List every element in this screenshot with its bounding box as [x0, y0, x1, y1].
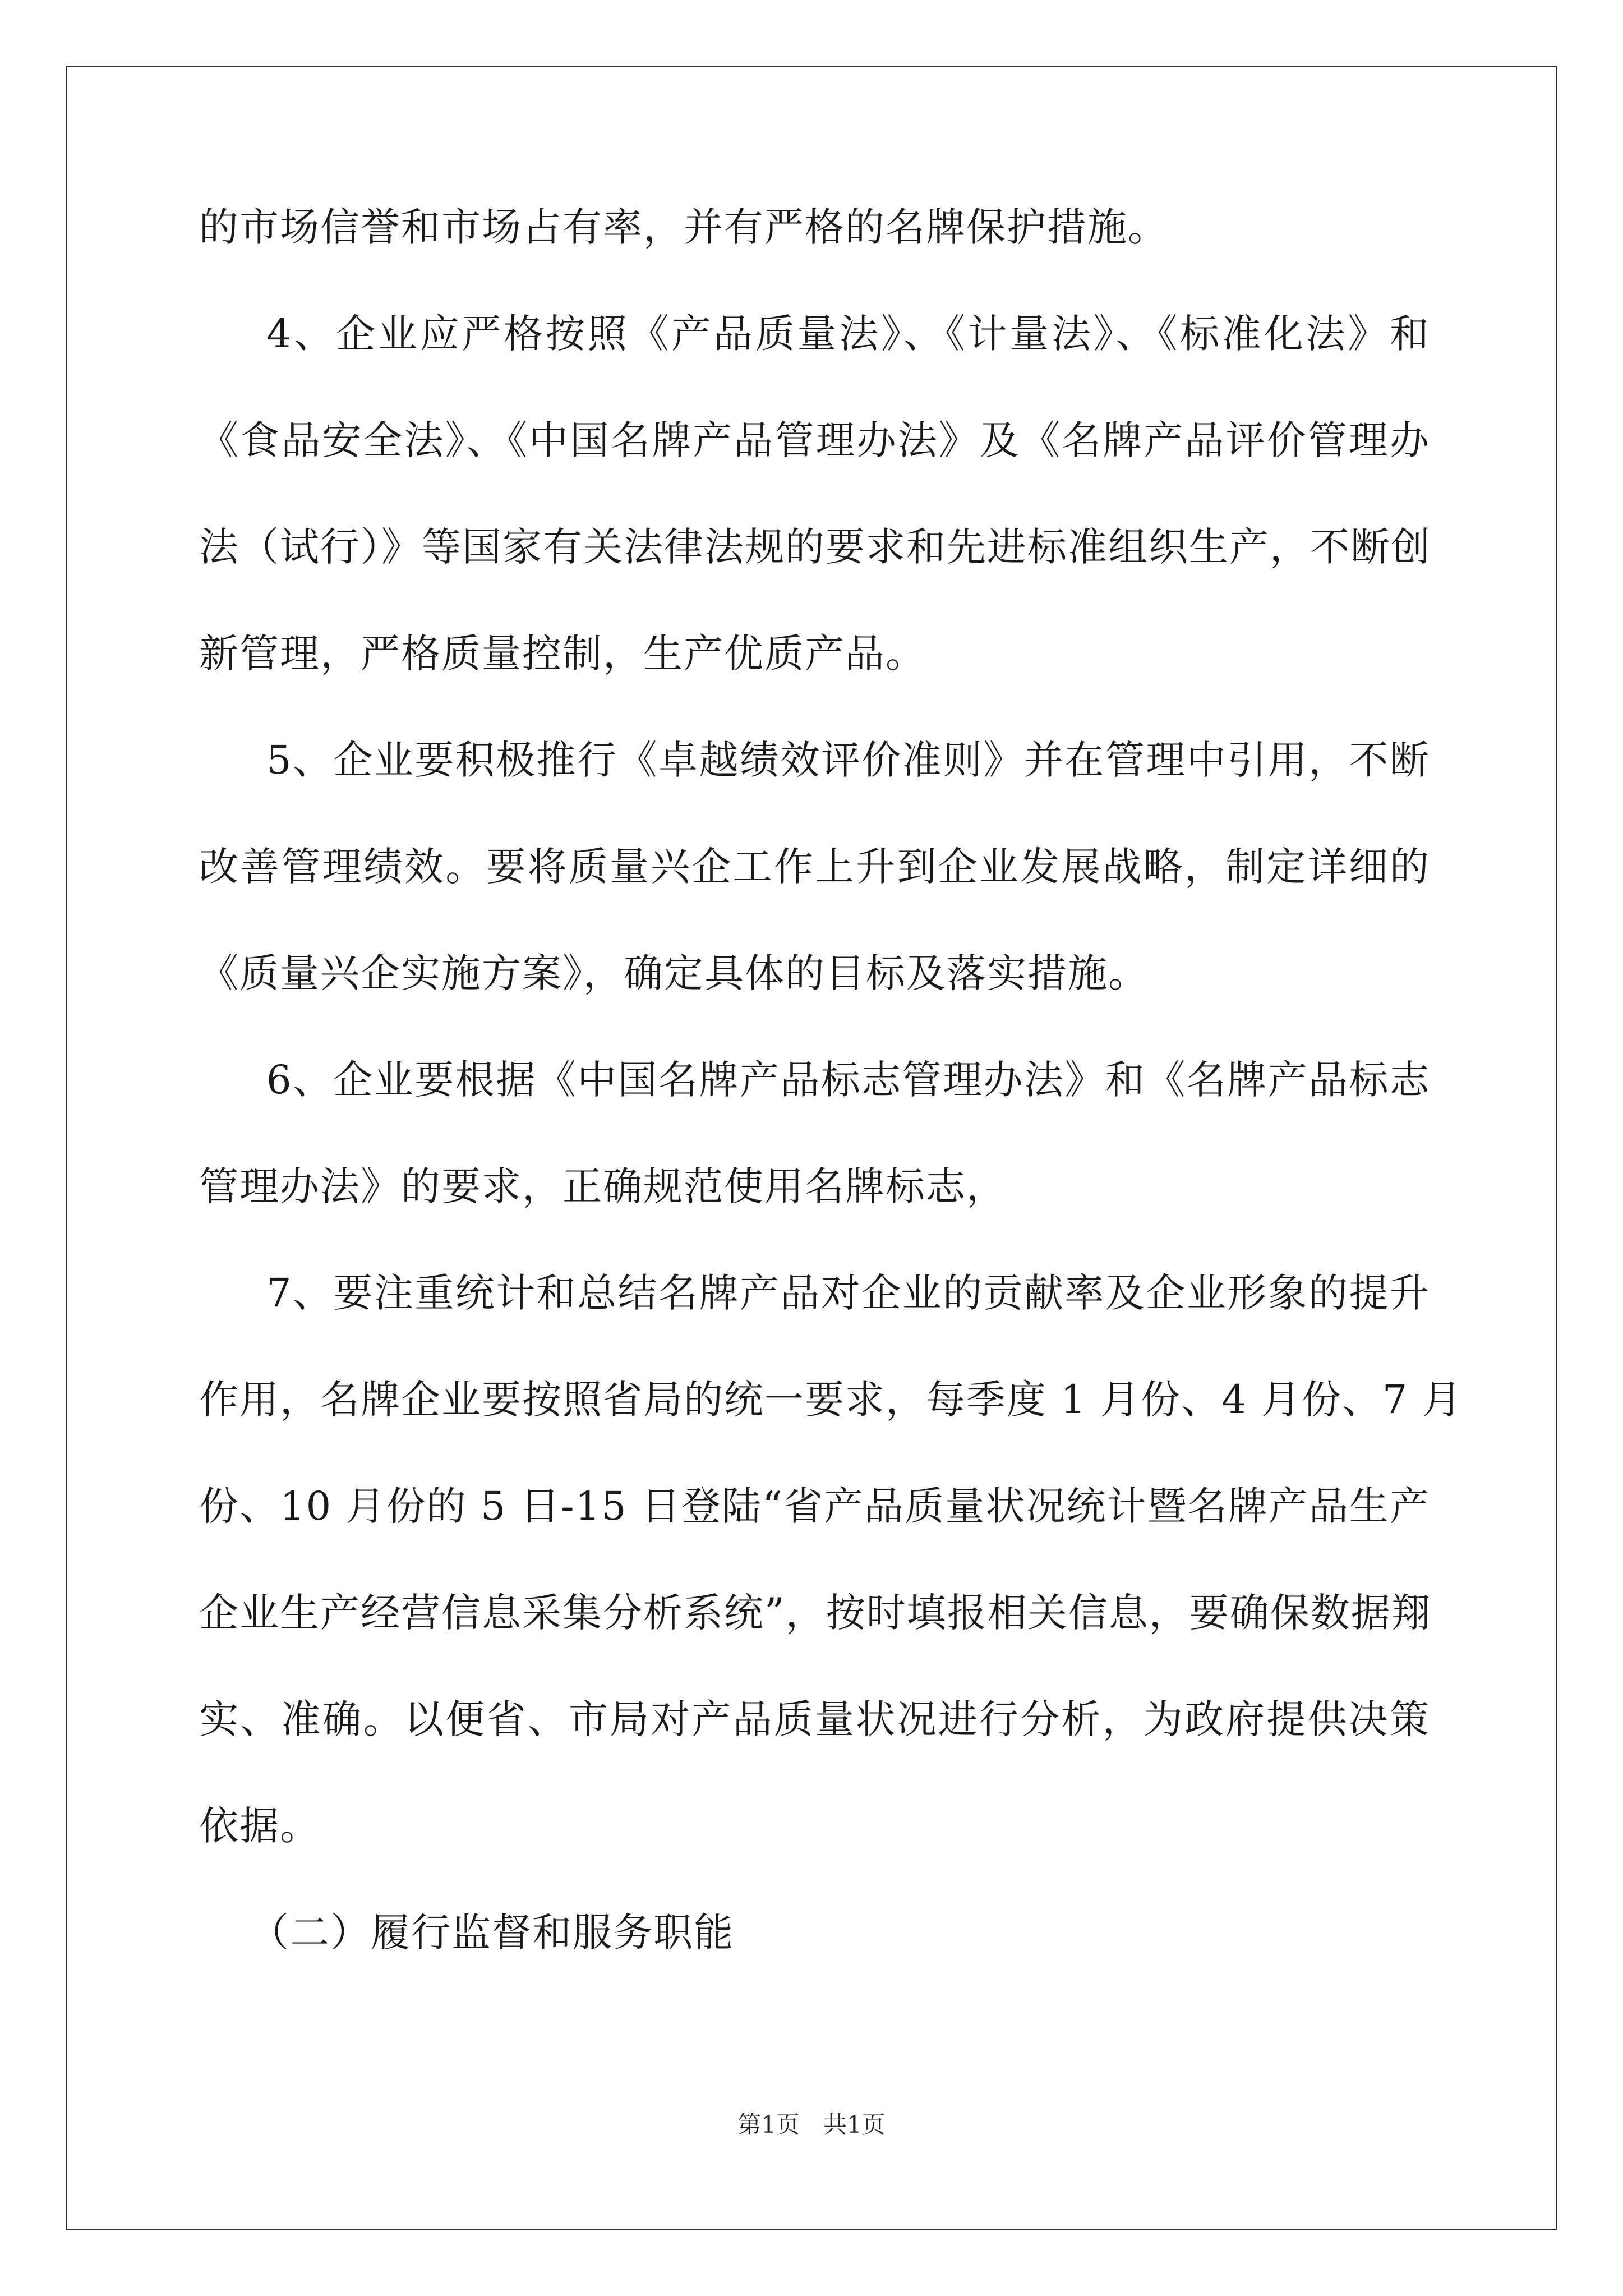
- paragraph-6-line-1: 6、企业要根据《中国名牌产品标志管理办法》和《名牌产品标志: [266, 1057, 1430, 1103]
- paragraph-5-line-2: 改善管理绩效。要将质量兴企工作上升到企业发展战略，制定详细的: [199, 844, 1430, 890]
- page-number: 第1页 共1页: [737, 2111, 886, 2138]
- paragraph-4-line-1: 4、企业应严格按照《产品质量法》、《计量法》、《标准化法》和: [266, 311, 1430, 357]
- paragraph-7-line-3: 份、10 月份的 5 日-15 日登陆“省产品质量状况统计暨名牌产品生产: [199, 1483, 1430, 1529]
- paragraph-7-line-6: 依据。: [199, 1803, 320, 1849]
- paragraph-7-line-1: 7、要注重统计和总结名牌产品对企业的贡献率及企业形象的提升: [266, 1270, 1430, 1316]
- paragraph-6-line-2: 管理办法》的要求，正确规范使用名牌标志，: [199, 1163, 1007, 1209]
- paragraph-7-line-4: 企业生产经营信息采集分析系统”，按时填报相关信息，要确保数据翔: [199, 1590, 1432, 1636]
- paragraph-7-line-2: 作用，名牌企业要按照省局的统一要求，每季度 1 月份、4 月份、7 月: [199, 1377, 1463, 1423]
- paragraph-7-line-5: 实、准确。以便省、市局对产品质量状况进行分析，为政府提供决策: [199, 1696, 1430, 1742]
- paragraph-4-line-4: 新管理，严格质量控制，生产优质产品。: [199, 631, 926, 677]
- paragraph-5-line-3: 《质量兴企实施方案》，确定具体的目标及落实措施。: [199, 950, 1149, 996]
- paragraph-5-line-1: 5、企业要积极推行《卓越绩效评价准则》并在管理中引用，不断: [266, 737, 1430, 783]
- text-line: 的市场信誉和市场占有率，并有严格的名牌保护措施。: [199, 204, 1168, 250]
- section-heading: （二）履行监督和服务职能: [250, 1910, 734, 1955]
- paragraph-4-line-3: 法（试行）》等国家有关法律法规的要求和先进标准组织生产，不断创: [199, 524, 1431, 570]
- paragraph-4-line-2: 《食品安全法》、《中国名牌产品管理办法》及《名牌产品评价管理办: [199, 417, 1430, 463]
